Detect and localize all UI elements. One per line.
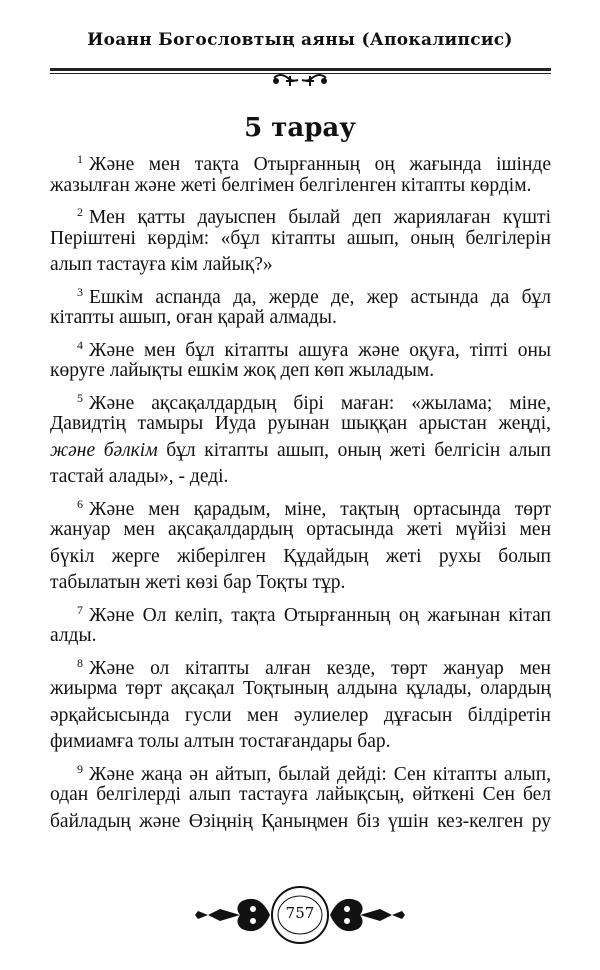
text-line (50, 438, 551, 465)
text-line (50, 570, 551, 597)
verse-text: Және Ол келіп, тақта Отырғанның оң жағынан кітап (89, 604, 551, 626)
header-rule-top (50, 68, 551, 71)
text-line (50, 623, 551, 650)
verse-text: Және мен бұл кітапты ашуға және оқуға, тіпті оны (89, 339, 551, 361)
verse-text: жазылған және жеті белгімен белгіленген кітапты көрдім. (50, 174, 532, 196)
verse-text: әрқайсысында гусли мен әулиелер дұғасын білдіретін (50, 704, 551, 726)
text-line (50, 491, 551, 518)
text-line (50, 332, 551, 359)
verse-text: Және ол кітапты алған кезде, төрт жануар мен (89, 657, 551, 679)
verse-number: 8 (77, 655, 83, 670)
verse-text: Ешкім аспанда да, жерде де, жер астында да бұл (89, 286, 551, 308)
verse-text: Және мен қарадым, міне, тақтың ортасында төрт (89, 498, 551, 520)
text-line (50, 650, 551, 677)
verse-text: Давидтің тамыры Иуда руынан шыққан арыстан жеңді, (50, 413, 551, 434)
text-line (50, 703, 551, 730)
page-number: 757 (285, 904, 315, 922)
verse-text: алды. (50, 625, 97, 646)
text-line (50, 809, 551, 836)
text-line (50, 252, 551, 279)
verse-text: Және мен тақта Отырғанның оң жағында ішінде (89, 154, 551, 175)
verse-text: жануар мен ақсақалдардың ортасында жеті мүйізі мен (50, 519, 551, 540)
text-line (50, 279, 551, 306)
text-line (50, 146, 551, 173)
verse-number: 5 (77, 390, 83, 405)
verse-text: Және жаңа ән айтып, былай дейді: Сен кітапты алып, (89, 763, 551, 785)
verse-number: 7 (77, 602, 83, 617)
verse-text: одан белгілерді алып тастауға лайықсың, өйткені Сен бел (50, 784, 551, 805)
text-line (50, 756, 551, 783)
text-line (50, 411, 551, 438)
verse-text: байладың және Өзіңнің Қаныңмен біз үшін кез-келген ру (50, 810, 551, 832)
text-line (50, 464, 551, 491)
text-line (50, 729, 551, 756)
verse-text: тастай алады», - деді. (50, 466, 229, 487)
text-line (50, 305, 551, 332)
verse-text: Періштені көрдім: «бұл кітапты ашып, оның белгілерін (50, 227, 551, 249)
verse-number: 3 (77, 284, 83, 299)
verse-text: Мен қатты дауыспен былай деп жариялаған күшті (89, 207, 551, 228)
text-line (50, 544, 551, 571)
verse-text: бұл кітапты ашып, оның жеті белгісін алып (157, 439, 551, 461)
verse-text: бүкіл жерге жіберілген Құдайдың жеті рухы болып (50, 545, 551, 567)
verse-number: 4 (77, 337, 83, 352)
scripture-text (50, 146, 551, 835)
text-line (50, 676, 551, 703)
verse-number: 1 (77, 152, 83, 166)
text-line (50, 226, 551, 253)
text-line (50, 358, 551, 385)
verse-text: алып тастауға кім лайық?» (50, 254, 273, 275)
verse-text: табылатын жеті көзі бар Тоқты тұр. (50, 572, 346, 593)
text-line (50, 517, 551, 544)
verse-text: көруге лайықты ешкім жоқ деп көп жыладым. (50, 360, 435, 381)
chapter-heading: 5 тарау (244, 113, 356, 143)
text-line (50, 782, 551, 809)
header-ornament-icon (268, 72, 332, 88)
verse-text: жиырма төрт ақсақал Тоқтының алдына құлады, олардың (50, 678, 551, 699)
verse-number: 2 (77, 205, 83, 219)
verse-text: фимиамға толы алтын тостағандары бар. (50, 731, 391, 752)
running-head-title: Иоанн Богословтың аяны (Апокалипсис) (87, 30, 513, 50)
verse-number: 9 (77, 761, 83, 776)
verse-number: 6 (77, 496, 83, 511)
verse-text: кітапты ашып, оған қарай алмады. (50, 307, 337, 328)
verse-text: Және ақсақалдардың бірі маған: «жылама; міне, (89, 392, 551, 414)
text-line (50, 597, 551, 624)
text-line (50, 385, 551, 412)
text-line (50, 173, 551, 200)
italic-text: және бәлкім (50, 439, 158, 461)
text-line (50, 199, 551, 226)
